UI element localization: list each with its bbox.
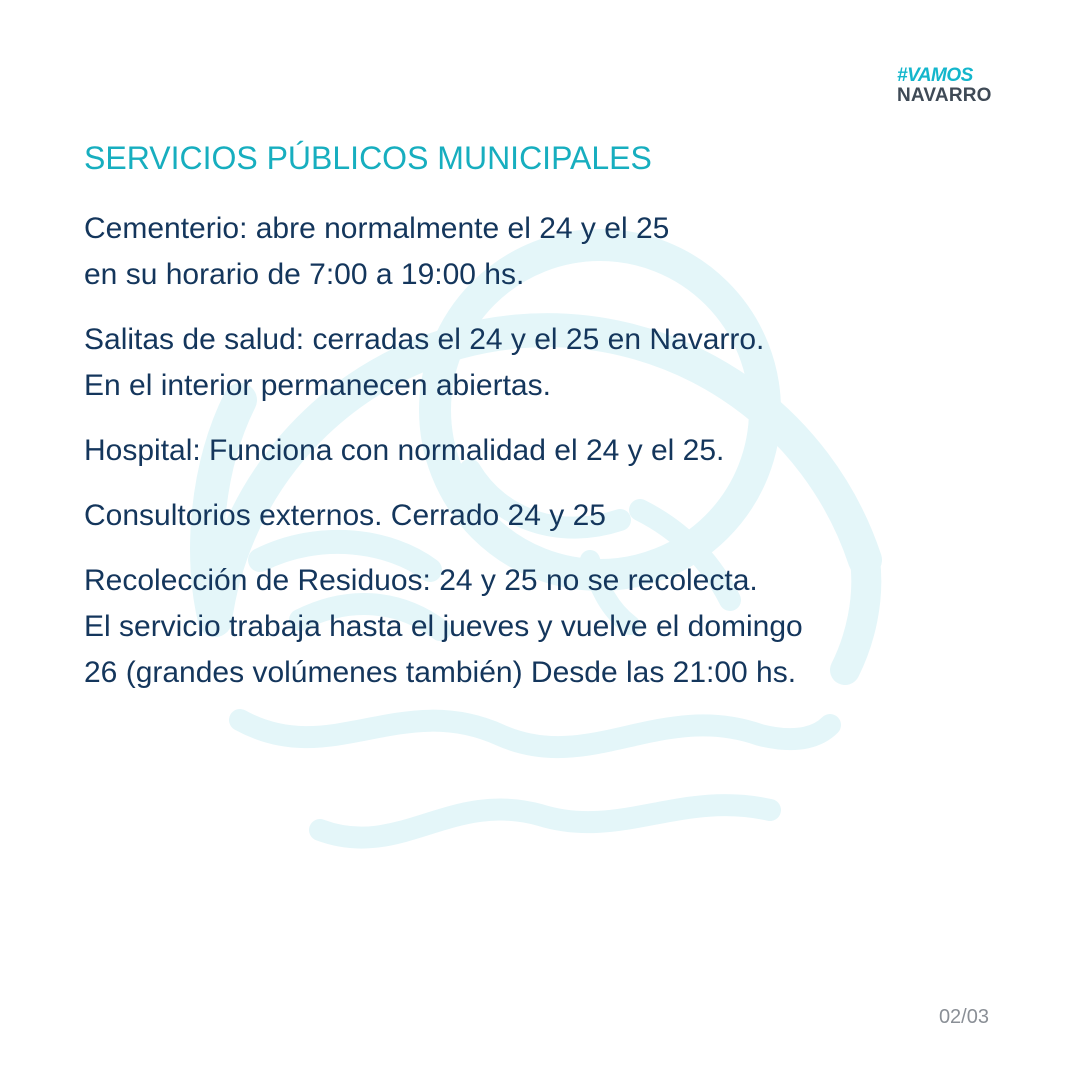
text-line: Hospital: Funciona con normalidad el 24 y el 25. (84, 434, 725, 467)
paragraph-consultorios (84, 493, 984, 539)
text-line: El servicio trabaja hasta el jueves y vuelve el domingo (84, 610, 803, 643)
page-title: SERVICIOS PÚBLICOS MUNICIPALES (84, 140, 652, 176)
paragraph-salitas (84, 317, 984, 409)
brand-logo (897, 66, 997, 106)
text-line: Recolección de Residuos: 24 y 25 no se recolecta. (84, 564, 758, 597)
text-line: Salitas de salud: cerradas el 24 y el 25 en Navarro. (84, 323, 765, 356)
paragraph-recoleccion (84, 558, 984, 696)
text-line: en su horario de 7:00 a 19:00 hs. (84, 258, 525, 291)
paragraph-hospital (84, 428, 984, 474)
text-line: 26 (grandes volúmenes también) Desde las 21:00 hs. (84, 656, 797, 689)
main-content (84, 136, 984, 715)
text-line: Consultorios externos. Cerrado 24 y 25 (84, 499, 606, 532)
brand-name: NAVARRO (897, 85, 992, 106)
text-line: En el interior permanecen abiertas. (84, 369, 551, 402)
text-line: Cementerio: abre normalmente el 24 y el 25 (84, 212, 670, 245)
page-indicator: 02/03 (938, 1006, 989, 1028)
paragraph-cementerio (84, 206, 984, 298)
brand-hashtag: #VAMOS (897, 65, 973, 86)
